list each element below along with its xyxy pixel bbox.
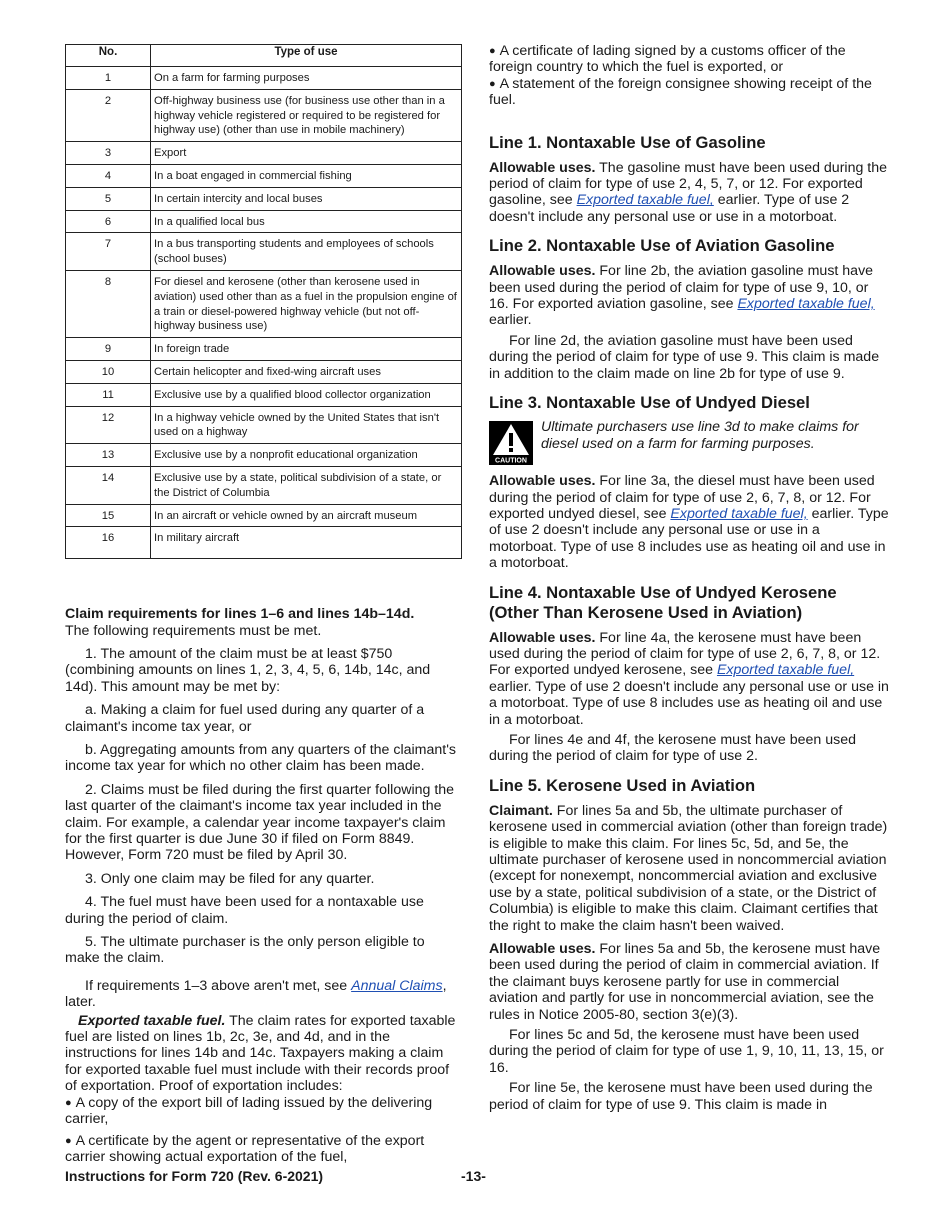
line5-heading: Line 5. Kerosene Used in Aviation — [489, 775, 756, 795]
exported-taxable-fuel-link[interactable]: Exported taxable fuel, — [576, 192, 714, 209]
footer-form-title: Instructions for Form 720 (Rev. 6-2021) — [65, 1168, 324, 1184]
bullet-consignee-statement — [489, 76, 889, 109]
col-header-type: Type of use — [151, 45, 462, 67]
table-header-row — [66, 45, 462, 67]
use-number: 14 — [66, 466, 151, 504]
table-row — [66, 466, 462, 504]
bullet-icon: ● — [489, 77, 496, 90]
requirement-3: 3. Only one claim may be filed for any quarter. — [85, 870, 375, 887]
exported-fuel-text: The claim rates for exported taxable fuel are listed on lines 1b, 2c, 3e, and 4d, and in the instructions for lines 14b and 14c. Taxpayers making a claim for exported taxable fuel must include with their records proof of exportation. Proof of exportation includes: — [65, 1012, 456, 1095]
left-column — [65, 44, 462, 1165]
allowable-uses-lead: Allowable uses. — [489, 941, 596, 958]
use-number: 10 — [66, 360, 151, 383]
use-number: 9 — [66, 338, 151, 361]
exported-fuel-lead: Exported taxable fuel. — [78, 1012, 226, 1029]
line1-text-post: earlier. Type of use 2 doesn't include any personal use or use in a motorboat. — [489, 192, 850, 225]
bullet-icon: ● — [65, 1134, 72, 1147]
claim-heading: Claim requirements for lines 1–6 and lines 14b–14d. — [65, 606, 415, 623]
bullet-bill-of-lading — [65, 1095, 462, 1128]
table-row — [66, 187, 462, 210]
use-number: 15 — [66, 504, 151, 527]
line2-heading: Line 2. Nontaxable Use of Aviation Gasoline — [489, 236, 835, 256]
table-row — [66, 164, 462, 187]
table-row — [66, 444, 462, 467]
allowable-uses-lead: Allowable uses. — [489, 159, 596, 176]
annual-claims-link[interactable]: Annual Claims — [351, 977, 443, 994]
use-description: In military aircraft — [151, 527, 462, 559]
line5-para-3: For line 5e, the kerosene must have been used during the period of claim for type of use 9. This claim is made in — [489, 1080, 873, 1113]
use-description: Exclusive use by a state, political subdivision of a state, or the District of Columbia — [151, 466, 462, 504]
caution-box — [489, 419, 889, 465]
line1-text: The gasoline must have been used during the period of claim for type of use 2, 4, 5, 7, or 12. For exported gasoline, see — [489, 159, 888, 209]
use-number: 13 — [66, 444, 151, 467]
table-row — [66, 338, 462, 361]
line5-allowable-uses — [489, 941, 889, 1023]
bullet-text: A statement of the foreign consignee showing receipt of the fuel. — [489, 75, 872, 109]
allowable-uses-lead: Allowable uses. — [489, 473, 596, 490]
line2-para-2: For line 2d, the aviation gasoline must have been used during the period of claim for type of use 9. This claim is made in addition to the claim made on line 2b for type of use 9. — [489, 332, 880, 382]
table-body — [66, 67, 462, 559]
claimant-lead: Claimant. — [489, 802, 553, 819]
exported-taxable-fuel-link[interactable]: Exported taxable fuel, — [737, 296, 875, 313]
use-description: On a farm for farming purposes — [151, 67, 462, 90]
line4-para-2: For lines 4e and 4f, the kerosene must have been used during the period of claim for type of use 2. — [489, 731, 857, 765]
use-description: In certain intercity and local buses — [151, 187, 462, 210]
line5-claimant — [489, 803, 889, 934]
line3-allowable-uses — [489, 473, 889, 571]
annual-note-post: , later. — [65, 977, 447, 1011]
requirement-4: 4. The fuel must have been used for a nontaxable use during the period of claim. — [65, 894, 424, 927]
use-number: 11 — [66, 383, 151, 406]
claim-requirements — [65, 606, 462, 1165]
line2-text: For line 2b, the aviation gasoline must have been used during the period of claim for type of use 9, 10, or 16. For exported aviation gasoline, see — [489, 263, 874, 313]
requirement-1b: b. Aggregating amounts from any quarters of the claimant's income tax year for which no other claim has been made. — [65, 741, 456, 775]
footer-page-number: -13- — [461, 1168, 486, 1184]
bullet-agent-certificate — [65, 1133, 462, 1166]
line2-text-post: earlier. — [489, 312, 532, 329]
caution-text: Ultimate purchasers use line 3d to make claims for diesel used on a farm for farming purposes. — [541, 419, 859, 452]
use-number: 8 — [66, 270, 151, 337]
use-description: In a qualified local bus — [151, 210, 462, 233]
exported-taxable-fuel-link[interactable]: Exported taxable fuel, — [716, 662, 855, 679]
claim-requirements-text — [65, 606, 462, 639]
line1-allowable-uses — [489, 160, 889, 226]
use-description: In a bus transporting students and employees of schools (school buses) — [151, 233, 462, 271]
use-description: In foreign trade — [151, 338, 462, 361]
bullet-customs-certificate — [489, 43, 889, 76]
bullet-text: A certificate by the agent or representative of the export carrier showing actual exportation of the fuel, — [65, 1132, 425, 1165]
table-row — [66, 89, 462, 141]
line4-text-post: earlier. Type of use 2 doesn't include any personal use or use in a motorboat. Type of use 8 includes use as heating oil and use in a motorboat. — [489, 678, 889, 728]
bullet-text: A certificate of lading signed by a customs officer of the foreign country to which the fuel is exported, or — [489, 43, 846, 76]
use-number: 16 — [66, 527, 151, 559]
line4-allowable-uses — [489, 630, 889, 728]
line5-text: For lines 5a and 5b, the kerosene must have been used during the period of claim in commercial aviation. If the claimant buys kerosene partly for use in commercial aviation and partly for use in noncommercial aviation, see the rules in Notice 2005-80, section 3(e)(3). — [489, 941, 881, 1023]
bullet-icon: ● — [65, 1096, 72, 1109]
use-description: In an aircraft or vehicle owned by an aircraft museum — [151, 504, 462, 527]
table-row — [66, 270, 462, 337]
line3-text-post: earlier. Type of use 2 doesn't include any personal use or use in a motorboat. Type of use 8 includes use as heating oil and use in a motorboat. — [489, 505, 889, 572]
use-number: 1 — [66, 67, 151, 90]
right-column — [489, 43, 889, 1113]
use-number: 5 — [66, 187, 151, 210]
table-row — [66, 67, 462, 90]
allowable-uses-lead: Allowable uses. — [489, 629, 596, 646]
requirement-2: 2. Claims must be filed during the first quarter following the last quarter of the claimant's income tax year included in the claim. For example, a calendar year income taxpayer's claim for the first quarter is due June 30 if filed on Form 8849. However, Form 720 must be filed by April 30. — [65, 781, 455, 864]
table-row — [66, 406, 462, 444]
requirement-1a: a. Making a claim for fuel used during any quarter of a claimant's income tax year, or — [65, 702, 425, 735]
line4-heading: Line 4. Nontaxable Use of Undyed Kerosene (Other Than Kerosene Used in Aviation) — [489, 582, 837, 622]
line4-text: For line 4a, the kerosene must have been used during the period of claim for type of use 2, 6, 7, 8, or 12. For exported undyed kerosene, see — [489, 629, 881, 679]
annual-claims-note — [65, 978, 462, 1011]
use-description: Exclusive use by a nonprofit educational organization — [151, 444, 462, 467]
table-row — [66, 360, 462, 383]
table-row — [66, 504, 462, 527]
claim-intro: The following requirements must be met. — [65, 622, 322, 639]
table-row — [66, 233, 462, 271]
bullet-icon: ● — [489, 45, 496, 57]
use-number: 7 — [66, 233, 151, 271]
use-number: 4 — [66, 164, 151, 187]
line2-allowable-uses — [489, 263, 889, 329]
line5-para-2: For lines 5c and 5d, the kerosene must have been used during the period of claim for type of use 1, 9, 10, 11, 13, 15, or 16. — [489, 1027, 884, 1076]
claimant-text: For lines 5a and 5b, the ultimate purchaser of kerosene used in commercial aviation (other than foreign trade) is eligible to make this claim. For lines 5c, 5d, and 5e, the ultimate purchaser of kerosene used in noncommercial aviation (except for nonexempt, noncommercial aviation and exclusive use by a state, political subdivision of a state, or the District of Columbia) is eligible to make this claim. Claimant certifies that the right to make the claim hasn't been waived. — [489, 802, 888, 934]
line3-heading: Line 3. Nontaxable Use of Undyed Diesel — [489, 393, 810, 413]
use-number: 12 — [66, 406, 151, 444]
table-row — [66, 383, 462, 406]
table-row — [66, 527, 462, 559]
use-description: Export — [151, 142, 462, 165]
use-number: 2 — [66, 89, 151, 141]
use-description: In a highway vehicle owned by the United States that isn't used on a highway — [151, 406, 462, 444]
caution-icon — [489, 421, 533, 465]
requirement-5: 5. The ultimate purchaser is the only person eligible to make the claim. — [65, 934, 425, 967]
use-description: Certain helicopter and fixed-wing aircraft uses — [151, 360, 462, 383]
type-of-use-table — [65, 44, 462, 559]
exported-taxable-fuel-para — [65, 1013, 462, 1095]
annual-note-pre: If requirements 1–3 above aren't met, see — [85, 977, 352, 994]
line3-text: For line 3a, the diesel must have been used during the period of claim for type of use 2, 6, 7, 8, or 12. For exported undyed diesel, see — [489, 473, 875, 522]
use-description: Off-highway business use (for business use other than in a highway vehicle registered or required to be registered for highway use) (other than use in mobile machinery) — [151, 89, 462, 141]
use-number: 3 — [66, 142, 151, 165]
line1-heading: Line 1. Nontaxable Use of Gasoline — [489, 132, 766, 152]
use-description: Exclusive use by a qualified blood collector organization — [151, 383, 462, 406]
col-header-no: No. — [66, 45, 151, 67]
bullet-text: A copy of the export bill of lading issued by the delivering carrier, — [65, 1094, 433, 1128]
use-description: In a boat engaged in commercial fishing — [151, 164, 462, 187]
caution-label: CAUTION — [495, 457, 527, 465]
use-description: For diesel and kerosene (other than kerosene used in aviation) used other than as a fuel in the propulsion engine of a train or diesel-powered highway vehicle (but not off-highway business use) — [151, 270, 462, 337]
requirement-1: 1. The amount of the claim must be at least $750 (combining amounts on lines 1, 2, 3, 4, 5, 6, 14b, 14c, and 14d). This amount may be met by: — [65, 645, 431, 695]
allowable-uses-lead: Allowable uses. — [489, 263, 596, 280]
exported-taxable-fuel-link[interactable]: Exported taxable fuel, — [670, 505, 808, 522]
use-number: 6 — [66, 210, 151, 233]
table-row — [66, 142, 462, 165]
table-row — [66, 210, 462, 233]
